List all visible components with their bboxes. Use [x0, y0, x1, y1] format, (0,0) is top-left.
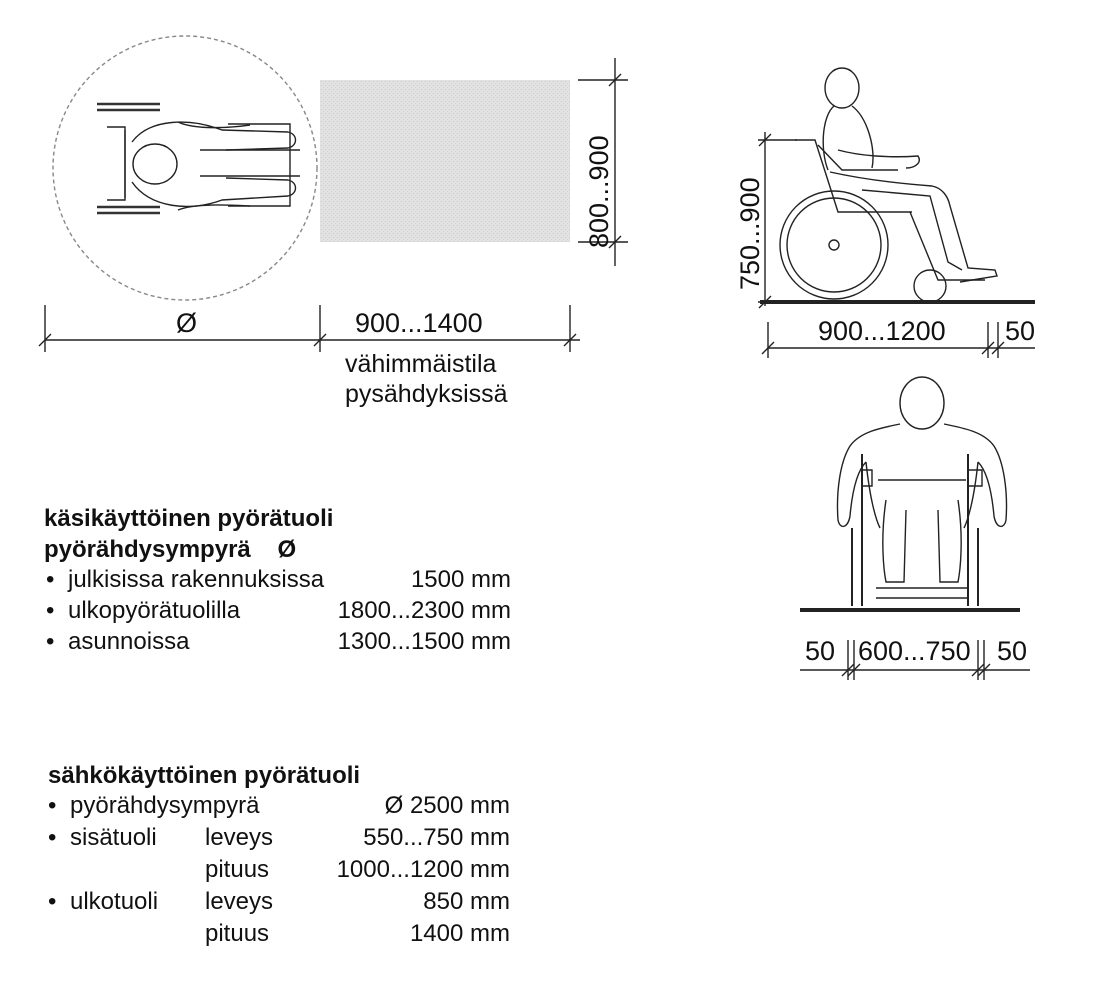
wheelchair-top-icon: [97, 104, 300, 213]
manual-item-label: asunnoissa: [68, 628, 190, 655]
manual-item-bullet: •: [46, 566, 55, 593]
side-view: [758, 68, 1035, 358]
electric-row-bullet: •: [48, 888, 57, 915]
stop-space-caption-line2: pysähdyksissä: [345, 380, 508, 408]
manual-item-value: 1800...2300 mm: [337, 597, 511, 624]
manual-item-value: 1300...1500 mm: [337, 628, 511, 655]
front-view: [800, 377, 1030, 680]
manual-subtitle-text: pyörähdysympyrä: [44, 536, 251, 563]
side-height-label: 750...900: [735, 177, 765, 290]
electric-row-label: sisätuoli: [70, 824, 157, 851]
manual-item-label: ulkopyörätuolilla: [68, 597, 241, 624]
electric-row-value: 1400 mm: [409, 920, 510, 947]
manual-item-bullet: •: [46, 597, 55, 624]
stop-space-depth-label: 800...900: [584, 135, 614, 248]
front-width-label: 600...750: [858, 636, 971, 666]
electric-title: sähkökäyttöinen pyörätuoli: [48, 762, 361, 789]
diameter-symbol: Ø: [277, 536, 297, 563]
manual-item-bullet: •: [46, 628, 55, 655]
electric-row-sub: leveys: [205, 824, 274, 851]
manual-title: käsikäyttöinen pyörätuoli: [44, 505, 334, 532]
electric-row-label: pyörähdysympyrä: [70, 792, 260, 819]
wheelchair-front-icon: [838, 377, 1007, 606]
electric-row-value: 1000...1200 mm: [336, 856, 510, 883]
electric-row-bullet: •: [48, 824, 57, 851]
diameter-label: Ø: [176, 308, 198, 338]
electric-row-value: 550...750 mm: [363, 824, 510, 851]
stop-space-area: [320, 80, 570, 242]
electric-row-bullet: •: [48, 792, 57, 819]
electric-row-sub: pituus: [205, 856, 270, 883]
side-margin-label: 50: [1005, 316, 1036, 346]
side-length-label: 900...1200: [818, 316, 946, 346]
wheelchair-side-icon: [780, 68, 997, 302]
manual-item-value: 1500 mm: [410, 566, 511, 593]
electric-row-value: Ø 2500 mm: [384, 792, 510, 819]
front-margin-right-label: 50: [997, 636, 1028, 666]
electric-row-sub: pituus: [205, 920, 270, 947]
manual-subtitle: [44, 536, 296, 564]
electric-row-label: ulkotuoli: [70, 888, 159, 915]
electric-row-value: 850 mm: [423, 888, 510, 915]
stop-space-width-label: 900...1400: [355, 308, 483, 338]
plan-view: [39, 36, 628, 352]
electric-row-sub: leveys: [205, 888, 274, 915]
turning-circle: [53, 36, 317, 300]
manual-item-label: julkisissa rakennuksissa: [68, 566, 325, 593]
front-margin-left-label: 50: [805, 636, 836, 666]
stop-space-caption-line1: vähimmäistila: [345, 350, 497, 378]
